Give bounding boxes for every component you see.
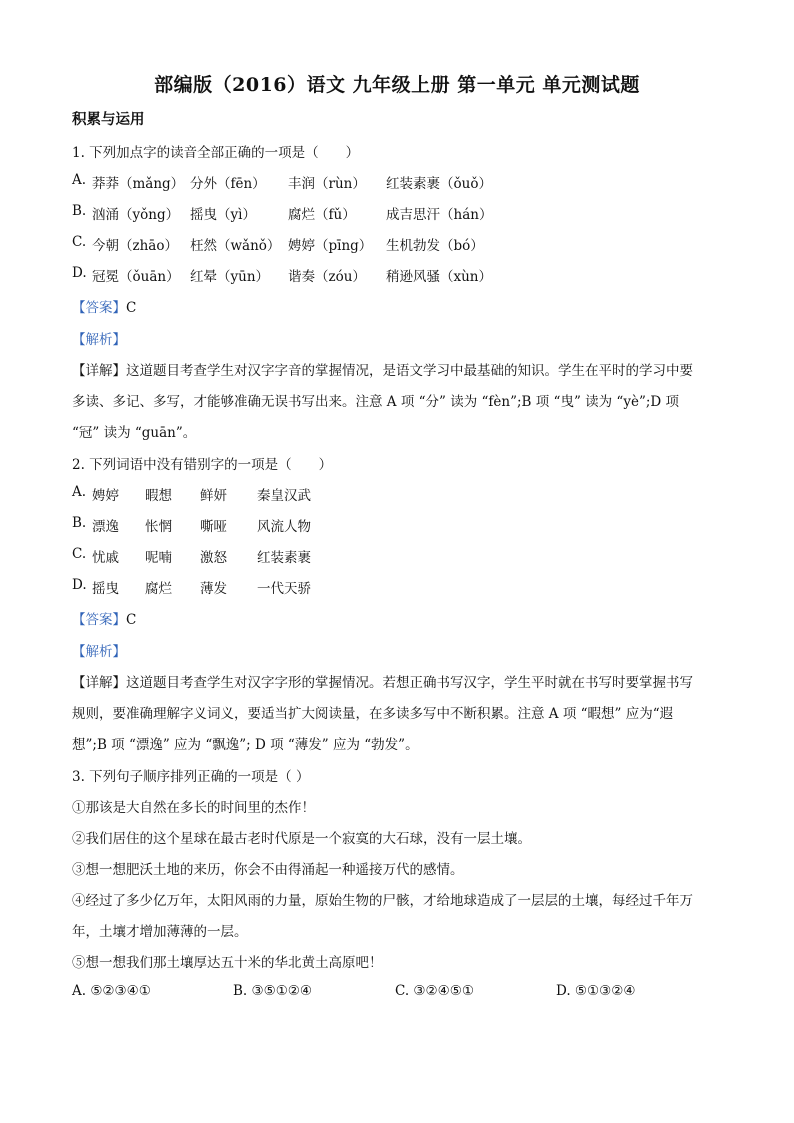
q1-detail-line-3: “冠” 读为 “guān”。 [72,425,197,441]
q1-option-a-item-2: 分外（fēn） [190,176,266,192]
q2-answer [72,608,136,628]
q2-option-c-item-3: 激怒 [200,550,227,566]
q2-option-d-label: D. [72,577,87,593]
q2-option-b-item-3: 嘶哑 [200,519,227,535]
q2-option-b-item-4: 风流人物 [257,519,311,535]
q2-stem: 2. 下列词语中没有错别字的一项是（ ） [72,457,333,473]
q2-detail-line-1 [72,671,693,691]
q1-option-c-item-3: 娉婷（pīng） [288,238,373,254]
q1-detail-tag: 【详解】 [72,363,126,379]
q1-answer-value: C [126,300,137,316]
q3-sentence-5: ⑤想一想我们那土壤厚达五十米的华北黄土高原吧！ [72,955,383,971]
q1-option-b-item-2: 摇曳（yì） [190,207,256,223]
q2-detail-text-1: 这道题目考查学生对汉字字形的掌握情况。若想正确书写汉字，学生平时就在书写时要掌握书写 [126,675,693,691]
q2-option-c-item-2: 呢喃 [145,550,172,566]
q3-sentence-4-line-2: 年，土壤才增加薄薄的一层。 [72,924,248,940]
q1-stem: 1. 下列加点字的读音全部正确的一项是（ ） [72,145,360,161]
q1-option-b-item-4: 成吉思汗（hán） [386,207,493,223]
q3-choice-d: D. ⑤①③②④ [556,983,636,999]
q3-choice-a: A. ⑤②③④① [72,983,151,999]
q1-option-d-item-2: 红晕（yūn） [190,269,270,285]
q1-detail-line-1 [72,359,693,379]
q1-option-d-label: D. [72,265,87,281]
q2-option-d-item-2: 腐烂 [145,581,172,597]
q1-option-a-item-4: 红装素裹（ǒuǒ） [386,176,492,192]
q2-option-d-item-3: 薄发 [200,581,227,597]
q1-answer [72,296,136,316]
q2-detail-line-2: 规则，要准确理解字义词义，要适当扩大阅读量，在多读多写中不断积累。注意 A 项 “暇想” 应为“遐 [72,706,674,722]
q3-sentence-4-line-1: ④经过了多少亿万年，太阳风雨的力量，原始生物的尸骸，才给地球造成了一层层的土壤，每经过千年万 [72,893,693,909]
q3-choice-b: B. ③⑤①②④ [233,983,313,999]
q3-sentence-2: ②我们居住的这个星球在最古老时代原是一个寂寞的大石球，没有一层土壤。 [72,831,531,847]
q1-detail-text-1: 这道题目考查学生对汉字字音的掌握情况，是语文学习中最基础的知识。学生在平时的学习中要 [126,363,693,379]
q3-stem: 3. 下列句子顺序排列正确的一项是（ ） [72,769,310,785]
q3-sentence-1: ①那该是大自然在多长的时间里的杰作！ [72,800,315,816]
q1-option-c-label: C. [72,234,87,250]
q1-analysis-tag: 【解析】 [72,332,126,348]
q2-answer-value: C [126,612,137,628]
q1-option-c-item-1: 今朝（zhāo） [92,238,178,254]
section-heading: 积累与运用 [72,111,145,128]
q2-option-d-item-4: 一代天骄 [257,581,311,597]
q1-option-b-item-3: 腐烂（fǔ） [288,207,356,223]
q2-answer-tag: 【答案】 [72,612,126,628]
q2-detail-line-3: 想”;B 项 “漂逸” 应为 “飘逸”; D 项 “薄发” 应为 “勃发”。 [72,737,419,753]
q1-option-b-label: B. [72,203,87,219]
q2-option-a-item-3: 鲜妍 [200,488,227,504]
q2-option-b-item-1: 漂逸 [92,519,119,535]
page-title: 部编版（2016）语文 九年级上册 第一单元 单元测试题 [154,74,640,96]
q2-option-c-label: C. [72,546,87,562]
q1-option-a-item-3: 丰润（rùn） [288,176,366,192]
q1-option-a-item-1: 莽莽（mǎng） [92,176,185,192]
q2-option-a-item-4: 秦皇汉武 [257,488,311,504]
q1-option-c-item-4: 生机勃发（bó） [386,238,484,254]
q1-answer-tag: 【答案】 [72,300,126,316]
q2-option-c-item-4: 红装素裹 [257,550,311,566]
q1-option-b-item-1: 汹涌（yǒng） [92,207,180,223]
q2-analysis-tag: 【解析】 [72,644,126,660]
q1-option-d-item-3: 谐奏（zóu） [288,269,366,285]
q3-choice-c: C. ③②④⑤① [395,983,474,999]
q2-option-d-item-1: 摇曳 [92,581,119,597]
q1-option-d-item-4: 稍逊风骚（xùn） [386,269,493,285]
q2-option-a-item-2: 暇想 [145,488,172,504]
q1-detail-line-2: 多读、多记、多写，才能够准确无误书写出来。注意 A 项 “分” 读为 “fèn”;B 项 “曳” 读为 “yè”;D 项 [72,394,680,410]
q1-option-c-item-2: 枉然（wǎnǒ） [190,238,281,254]
q2-option-b-item-2: 怅惘 [145,519,172,535]
q2-option-a-item-1: 娉婷 [92,488,119,504]
q2-detail-tag: 【详解】 [72,675,126,691]
q2-option-b-label: B. [72,515,87,531]
q2-option-c-item-1: 忧戚 [92,550,119,566]
q2-option-a-label: A. [72,484,87,500]
q3-sentence-3: ③想一想肥沃土地的来历，你会不由得涌起一种遥接万代的感情。 [72,862,464,878]
q1-option-d-item-1: 冠冕（ǒuān） [92,269,180,285]
q1-option-a-label: A. [72,172,87,188]
